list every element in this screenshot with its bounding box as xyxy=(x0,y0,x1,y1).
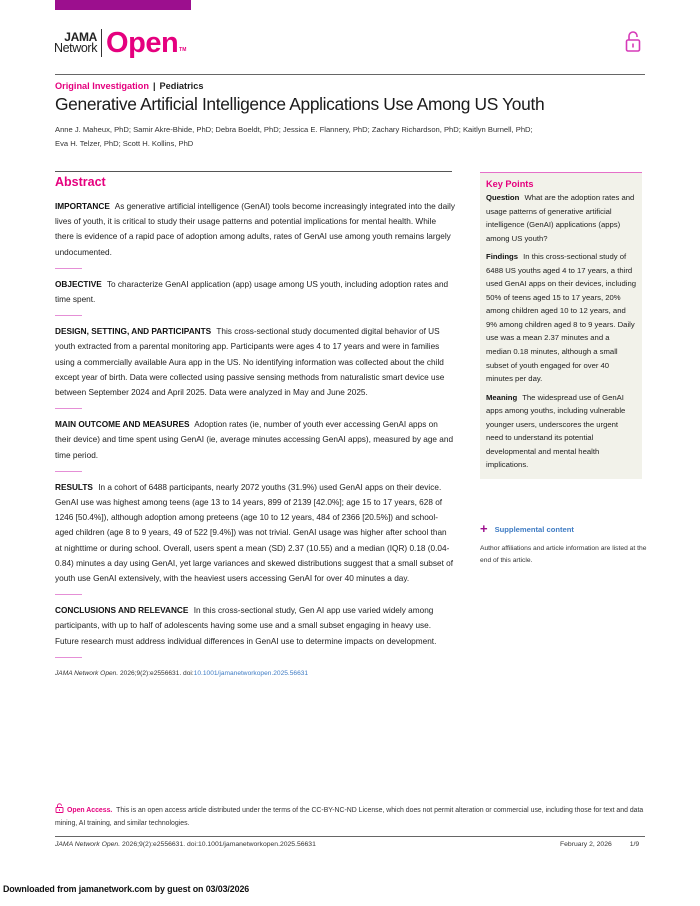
footer-journal: JAMA Network Open. xyxy=(55,841,121,848)
footer-citation-text: 2026;9(2):e2556631. doi:10.1001/jamanetworkopen.2025.56631 xyxy=(120,841,316,848)
footer-rule xyxy=(55,836,645,837)
supplemental-label[interactable]: Supplemental content xyxy=(494,524,574,534)
affiliations-note: Author affiliations and article information are listed at the end of this article. xyxy=(480,545,647,564)
section-head: IMPORTANCE xyxy=(55,202,110,211)
open-lock-icon xyxy=(55,803,64,813)
author-line: Eva H. Telzer, PhD; Scott H. Kollins, PhD xyxy=(55,138,194,148)
footer-meta xyxy=(560,841,639,848)
article-title: Generative Artificial Intelligence Applications Use Among US Youth xyxy=(55,94,545,114)
header-rule xyxy=(55,74,645,75)
abstract-rule xyxy=(55,171,452,172)
open-access-label: Open Access. xyxy=(67,807,113,814)
section-head: DESIGN, SETTING, AND PARTICIPANTS xyxy=(55,327,212,337)
page-number: 1/9 xyxy=(629,841,640,848)
key-points-body xyxy=(486,191,636,472)
open-access-notice xyxy=(55,803,655,830)
article-subject[interactable]: Pediatrics xyxy=(159,81,204,91)
plus-icon: + xyxy=(480,521,488,536)
section-text: In a cohort of 6488 participants, nearly 2072 youths (31.9%) used GenAI apps on their device. GenAI use was highest among teens (age 13 to 14 years, 899 of 2139 [42.0%]; age 15 to 17 years, 628 of 1246 [50.4%]), although adoption among preteens (age 10 to 12 years, 484 of 2366 [20.5%]) and school-aged children (age 8 to 9 years, 49 of 522 [9.4%]) was not trivial. GenAI usage was higher after school than at nighttime or during school. Overall, users spent a mean (SD) 2.37 (10.55) and a median (IQR) 0.18 (0.04-0.84) minutes a day using GenAI, yet large variances and skewed distributions suggest that a small subset of youth use GenAI extensively, with the heaviest users accessing GenAI for over 40 minutes a day. xyxy=(55,482,454,584)
doi-link[interactable]: 10.1001/jamanetworkopen.2025.56631 xyxy=(193,669,309,677)
key-point-question xyxy=(486,191,636,245)
key-points-box xyxy=(480,172,642,479)
abstract-citation xyxy=(55,666,455,681)
key-point-head: Question xyxy=(486,193,520,202)
author-line: Anne J. Maheux, PhD; Samir Akre-Bhide, PhD; Debra Boeldt, PhD; Jessica E. Flannery, PhD; Zachary Richardson, PhD; Kaitlyn Burnell, PhD; xyxy=(55,125,533,134)
section-divider xyxy=(55,594,82,595)
section-divider xyxy=(55,268,82,269)
key-point-head: Meaning xyxy=(486,392,518,402)
footer-citation xyxy=(55,841,316,848)
publication-date: February 2, 2026 xyxy=(560,841,612,848)
section-divider xyxy=(55,657,82,658)
logo-jama-text: JAMA xyxy=(64,30,98,44)
section-text: This cross-sectional study documented digital behavior of US youth extracted from a parental monitoring app. Participants were ages 4 to 17 years and were in families using a commercially available Aura app in the US. No identifying information was collected about the child except year of birth. Data were collected using passive sensing methods from naturalistic smart device use between September 2024 and April 2025. Data were analyzed in May and June 2025. xyxy=(55,327,445,398)
logo-separator xyxy=(101,29,102,57)
article-kicker xyxy=(55,81,203,91)
section-text: Adoption rates (ie, number of youth ever accessing GenAI apps on their device) and time spent using GenAI (ie, average minutes accessing GenAI apps), measured by age and time period. xyxy=(55,420,454,460)
key-point-text: The widespread use of GenAI apps among youths, including vulnerable younger users, underscores the urgent need to understand its potential developmental and mental health implications. xyxy=(486,392,626,470)
logo-network-text: Network xyxy=(54,41,98,55)
kicker-separator: | xyxy=(152,81,156,91)
abstract-section-conclusions xyxy=(55,603,455,649)
open-access-text: This is an open access article distributed under the terms of the CC-BY-NC-ND License, which does not permit alteration or commercial use, including those for text and data mining, AI training, and similar technologies. xyxy=(55,807,644,828)
abstract-section-design xyxy=(55,324,455,400)
author-list xyxy=(55,123,575,150)
supplemental-content-link[interactable] xyxy=(480,521,574,536)
key-point-findings xyxy=(486,250,636,385)
brand-color-bar xyxy=(55,0,191,10)
section-head: CONCLUSIONS AND RELEVANCE xyxy=(55,606,189,616)
article-type[interactable]: Original Investigation xyxy=(55,81,149,91)
section-text: As generative artificial intelligence (GenAI) tools become increasingly integrated into the daily lives of youth, it is critical to study their usage patterns and potential implications for mental health. While there is evidence of a rapid pace of adoption among adults, rates of GenAI use among youth remains largely undocumented. xyxy=(55,202,455,257)
key-point-text: In this cross-sectional study of 6488 US youths aged 4 to 17 years, a third used GenAI apps on their devices, including 50% of teens aged 15 to 17 years, 20% among children aged 10 to 12 years, and 9% among children aged 8 to 9 years. Daily use was a mean 2.37 minutes and a median 0.18 minutes, although a small subset of youth engaged for over 40 minutes per day. xyxy=(486,252,637,384)
section-text: In this cross-sectional study, Gen AI app use varied widely among participants, with up to half of adolescents having some use and a small subset engaging in heavy use. Future research must address individual differences in GenAI use to determine impacts on development. xyxy=(55,606,437,646)
abstract-body xyxy=(55,199,455,681)
key-point-head: Findings xyxy=(486,252,519,262)
abstract-section-results xyxy=(55,480,455,586)
key-point-text: What are the adoption rates and usage patterns of generative artificial intelligence (GenAI) applications (apps) among US youth? xyxy=(486,193,635,243)
abstract-section-importance xyxy=(55,199,455,260)
open-lock-icon xyxy=(625,30,641,54)
key-points-heading: Key Points xyxy=(486,179,534,189)
key-point-meaning xyxy=(486,391,636,472)
section-head: OBJECTIVE xyxy=(55,279,102,289)
section-divider xyxy=(55,471,82,472)
abstract-heading: Abstract xyxy=(55,175,106,189)
section-text: To characterize GenAI application (app) usage among US youth, including adoption rates and time spent. xyxy=(55,279,449,305)
jama-network-open-logo[interactable] xyxy=(54,27,186,59)
citation-details: 2026;9(2):e2556631. doi: xyxy=(118,669,194,677)
abstract-section-objective xyxy=(55,277,455,307)
section-head: RESULTS xyxy=(55,482,93,492)
logo-open-text: Open xyxy=(106,27,179,59)
section-divider xyxy=(55,315,82,316)
citation-journal: JAMA Network Open. xyxy=(55,669,119,677)
section-head: MAIN OUTCOME AND MEASURES xyxy=(55,420,190,430)
logo-jama-network xyxy=(54,32,97,54)
section-divider xyxy=(55,408,82,409)
logo-trademark: TM xyxy=(179,47,187,53)
abstract-section-outcomes xyxy=(55,417,455,463)
download-notice: Downloaded from jamanetwork.com by guest on 03/03/2026 xyxy=(3,884,250,894)
